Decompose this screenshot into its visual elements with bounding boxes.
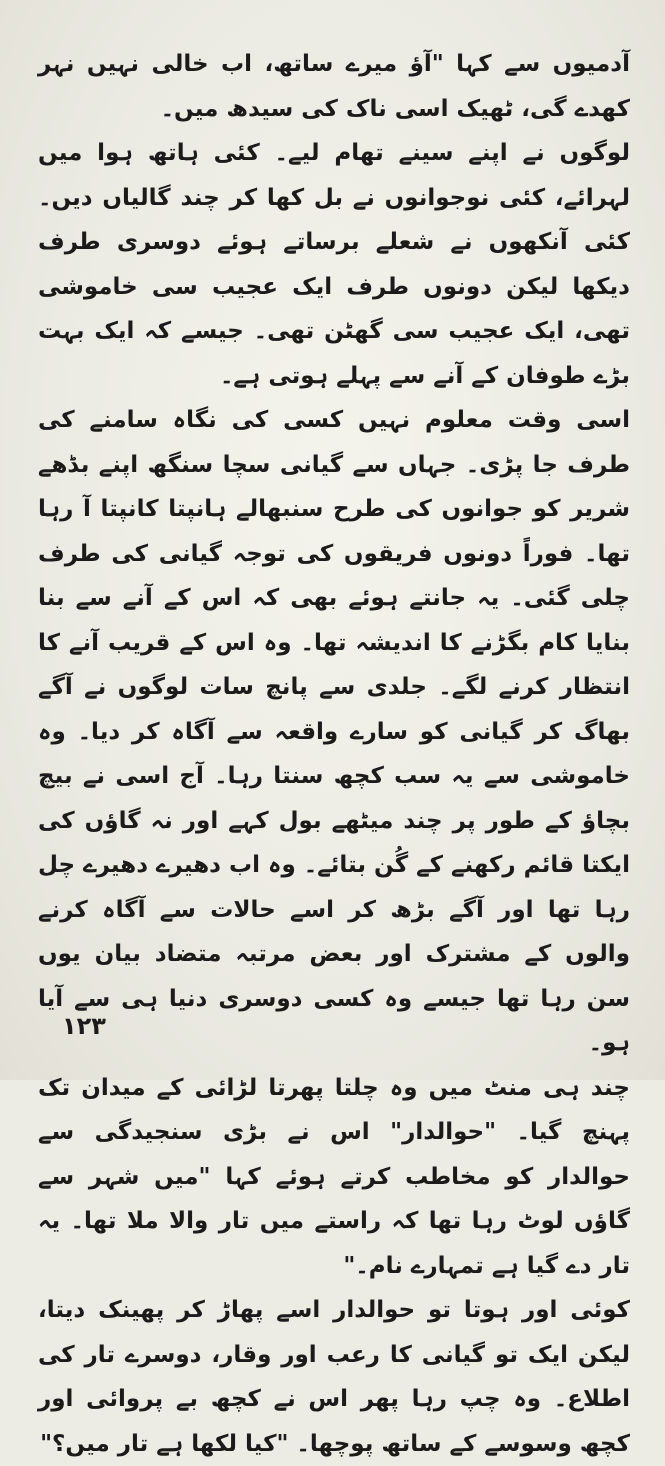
paragraph-2: لوگوں نے اپنے سینے تھام لیے۔ کئی ہاتھ ہوا میں لہرائے، کئی نوجوانوں نے بل کھا کر چند گالیاں دیں۔ کئی آنکھوں نے شعلے برساتے ہوئے دوسری طرف دیکھا لیکن دونوں طرف ایک عجیب سی خاموشی تھی، ایک عجیب سی گھٹن تھی۔ جیسے کہ ایک بہت بڑے طوفان کے آنے سے پہلے ہوتی ہے۔ [38, 140, 630, 389]
paragraph-4: چند ہی منٹ میں وہ چلتا پھرتا لڑائی کے میدان تک پہنچ گیا۔ "حوالدار" اس نے بڑی سنجیدگی سے حوالدار کو مخاطب کرتے ہوئے کہا "میں شہر سے گاؤں لوٹ رہا تھا کہ راستے میں تار والا ملا تھا۔ یہ تار دے گیا ہے تمہارے نام۔" [38, 1074, 630, 1279]
page-number: ۱۲۳ [62, 1012, 106, 1040]
body-text [38, 42, 630, 1466]
paragraph-3: اسی وقت معلوم نہیں کسی کی نگاہ سامنے کی طرف جا پڑی۔ جہاں سے گیانی سچا سنگھ اپنے بڈھے شریر کو جوانوں کی طرح سنبھالے ہانپتا کانپتا آ رہا تھا۔ فوراً دونوں فریقوں کی توجہ گیانی کی طرف چلی گئی۔ یہ جانتے ہوئے بھی کہ اس کے آنے سے بنا بنایا کام بگڑنے کا اندیشہ تھا۔ وہ اس کے قریب آنے کا انتظار کرنے لگے۔ جلدی سے پانچ سات لوگوں نے آگے بھاگ کر گیانی کو سارے واقعہ سے آگاہ کر دیا۔ وہ خاموشی سے یہ سب کچھ سنتا رہا۔ آج اسی نے بیچ بچاؤ کے طور پر چند میٹھے بول کہے اور نہ گاؤں کی ایکتا قائم رکھنے کے گُن بتائے۔ وہ اب دھیرے دھیرے چل رہا تھا اور آگے بڑھ کر اسے حالات سے آگاہ کرنے والوں کے مشترک اور بعض مرتبہ متضاد بیان یوں سن رہا تھا جیسے وہ کسی دوسری دنیا ہی سے آیا ہو۔ [38, 407, 630, 1056]
paragraph-5: کوئی اور ہوتا تو حوالدار اسے پھاڑ کر پھینک دیتا، لیکن ایک تو گیانی کا رعب اور وقار، دوسرے تار کی اطلاع۔ وہ چپ رہا پھر اس نے کچھ بے پروائی اور کچھ وسوسے کے ساتھ پوچھا۔ "کیا لکھا ہے تار میں؟" [38, 1297, 630, 1457]
paragraph-1: آدمیوں سے کہا "آؤ میرے ساتھ، اب خالی نہیں نہر کھدے گی، ٹھیک اسی ناک کی سیدھ میں۔ [38, 51, 630, 122]
